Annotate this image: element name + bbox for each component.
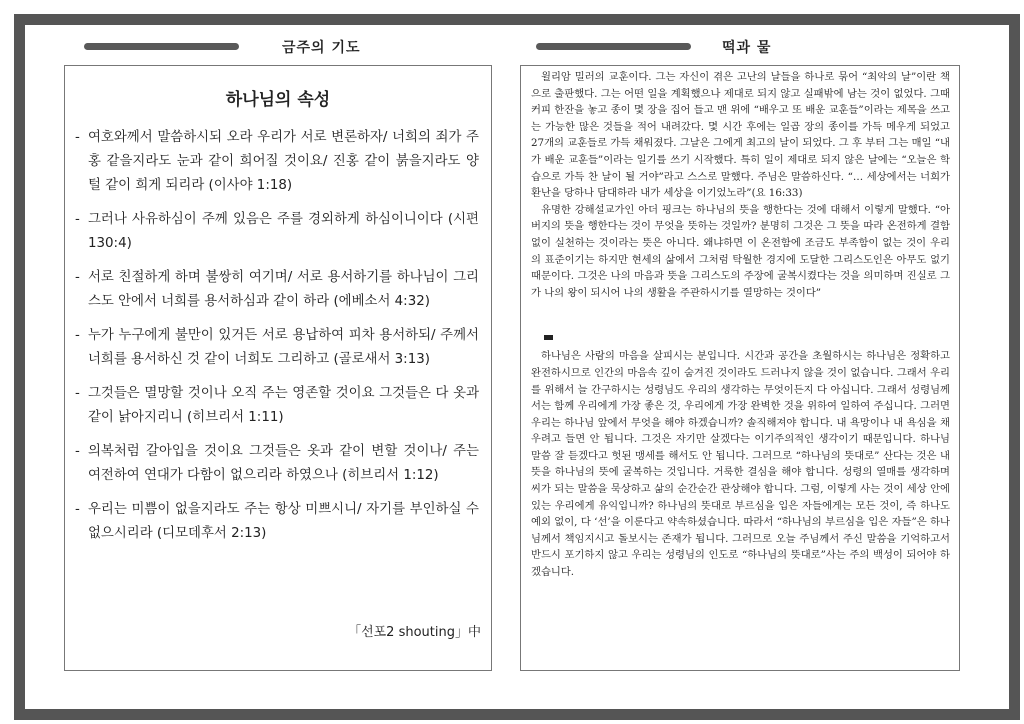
- article-paragraph: 유명한 강해설교가인 아더 핑크는 하나님의 뜻을 행한다는 것에 대해서 이렇게 말했다. “아버지의 뜻을 행한다는 것이 무엇을 뜻하는 것일까? 분명히 그것은 그 뜻을 따라 온전하게 결함 없이 실천하는 것이라는 뜻은 아니다. 왜냐하면 이 온전함에 조금도 부족함이 없는 것이 우리의 표준이기는 하지만 현세의 삶에서 그처럼 탁월한 경지에 도달한 그리스도인은 아무도 없기 때문이다. 그것은 나의 마음과 뜻을 그리스도의 주장에 굴복시켰다는 것을 의미하며 진실로 그가 나의 왕이 되시어 나의 생활을 주관하시기를 열망하는 것이다”: [531, 203, 950, 299]
- verse-text: 누가 누구에게 불만이 있거든 서로 용납하여 피차 용서하되/ 주께서 너희를 용서하신 것 같이 너희도 그리하고 (골로새서 3:13): [88, 328, 479, 367]
- article-paragraph: 윌리암 밀러의 교훈이다. 그는 자신이 겪은 고난의 날들을 하나로 묶어 “최악의 날”이란 책으로 출판했다. 그는 어떤 일을 계획했으나 제대로 되지 않고 실패밖에 남는 것이 없었다. 그때 커피 한잔을 놓고 종이 몇 장을 집어 들고 맨 위에 “배우고 또 배운 교훈들”이라는 제목을 쓰고는 가능한 많은 것들을 적어 내려갔다. 몇 시간 후에는 일곱 장의 종이를 가득 메우게 되었고 27개의 교훈들로 가득 채워졌다. 그날은 그에게 최고의 날이 되었다. 그 후 부터 그는 매일 “내가 배운 교훈들”이라는 일기를 쓰기 시작했다. 특히 일이 제대로 되지 않은 날에는 “오늘은 학습으로 가득 찬 날이 될 거야”라고 스스로 말했다. 주님은 말씀하신다. “… 세상에서는 너희가 환난을 당하나 담대하라 내가 세상을 이기었노라”(요 16:33): [531, 71, 950, 200]
- article-paragraph: 하나님은 사람의 마음을 살피시는 분입니다. 시간과 공간을 초월하시는 하나님은 정확하고 완전하시므로 인간의 마음속 깊이 숨겨진 것이라도 드러나지 않을 것이 없습니다. 그래서 우리를 위해서 늘 간구하시는 성령님도 우리의 생각하는 무엇이든지 다 아십니다. 그래서 성령님께서는 함께 우리에게 가장 좋은 것, 우리에게 가장 완벽한 것을 위하여 일하여 주십니다. 그러면 우리는 하나님 앞에서 무엇을 해야 하겠습니까? 솔직해져야 합니다. 내 욕망이나 내 욕심을 채우려고 들면 안 됩니다. 그것은 자기만 살겠다는 이기주의적인 생각이기 때문입니다. 하나님 말씀 잘 듣겠다고 헛된 맹세를 해서도 안 됩니다. 그러므로 “하나님의 뜻대로” 산다는 것은 내 뜻을 하나님의 뜻에 굴복하는 것입니다. 거룩한 결심을 해야 합니다. 성령의 열매를 생각하며 씨가 되는 말씀을 묵상하고 삶의 순간순간 관상해야 합니다. 그럼, 이렇게 사는 것이 세상 안에 있는 우리에게 유익입니까? 하나님의 뜻대로 부르심을 입은 자들에게는 모든 것이, 즉 하나도 예외 없이, 다 ‘선’을 이룬다고 약속하셨습니다. 따라서 “하나님의 부르심을 입은 자들”은 하나님께서 책임지시고 돌보시는 존재가 됩니다. 그러므로 오늘 주님께서 주신 말씀을 기억하고서 반드시 포기하지 않고 우리는 성령님의 인도로 “하나님의 뜻대로”사는 주의 백성이 되어야 하겠습니다.: [531, 350, 950, 579]
- verse-item: [75, 382, 479, 430]
- verse-item: [75, 440, 479, 488]
- verse-item: [75, 126, 479, 198]
- source-credit: 「선포2 shouting」中: [348, 625, 481, 640]
- list-dash: -: [75, 502, 80, 517]
- verse-text: 의복처럼 갈아입을 것이요 그것들은 옷과 같이 변할 것이나/ 주는 여전하여 연대가 다함이 없으리라 하였으나 (히브리서 1:12): [88, 444, 479, 483]
- scripture-box: [64, 65, 492, 671]
- verse-item: [75, 208, 479, 256]
- list-dash: -: [75, 444, 80, 459]
- header-bar-left: [84, 43, 239, 50]
- section-title-right: 떡과 물: [722, 40, 772, 56]
- section-divider-mark: [544, 335, 553, 340]
- article-box: [520, 65, 960, 671]
- verse-item: [75, 266, 479, 314]
- list-dash: -: [75, 328, 80, 343]
- header-bar-right: [536, 43, 691, 50]
- verse-item: [75, 324, 479, 372]
- verse-item: [75, 498, 479, 546]
- verse-text: 우리는 미쁨이 없을지라도 주는 항상 미쁘시니/ 자기를 부인하실 수 없으시리라 (디모데후서 2:13): [88, 502, 479, 541]
- list-dash: -: [75, 212, 80, 227]
- verse-text: 그러나 사유하심이 주께 있음은 주를 경외하게 하심이니이다 (시편 130:4): [88, 212, 479, 251]
- verse-text: 서로 친절하게 하며 불쌍히 여기며/ 서로 용서하기를 하나님이 그리스도 안에서 너희를 용서하심과 같이 하라 (에베소서 4:32): [88, 270, 479, 309]
- section-title-left: 금주의 기도: [282, 40, 361, 56]
- list-dash: -: [75, 386, 80, 401]
- list-dash: -: [75, 130, 80, 145]
- box-title: 하나님의 속성: [225, 90, 331, 110]
- verse-text: 그것들은 멸망할 것이나 오직 주는 영존할 것이요 그것들은 다 옷과 같이 낡아지리니 (히브리서 1:11): [88, 386, 479, 425]
- list-dash: -: [75, 270, 80, 285]
- verse-list: [65, 126, 491, 546]
- verse-text: 여호와께서 말씀하시되 오라 우리가 서로 변론하자/ 너희의 죄가 주홍 같을지라도 눈과 같이 희어질 것이요/ 진홍 같이 붉을지라도 양털 같이 희게 되리라 (이사야 1:18): [88, 130, 479, 193]
